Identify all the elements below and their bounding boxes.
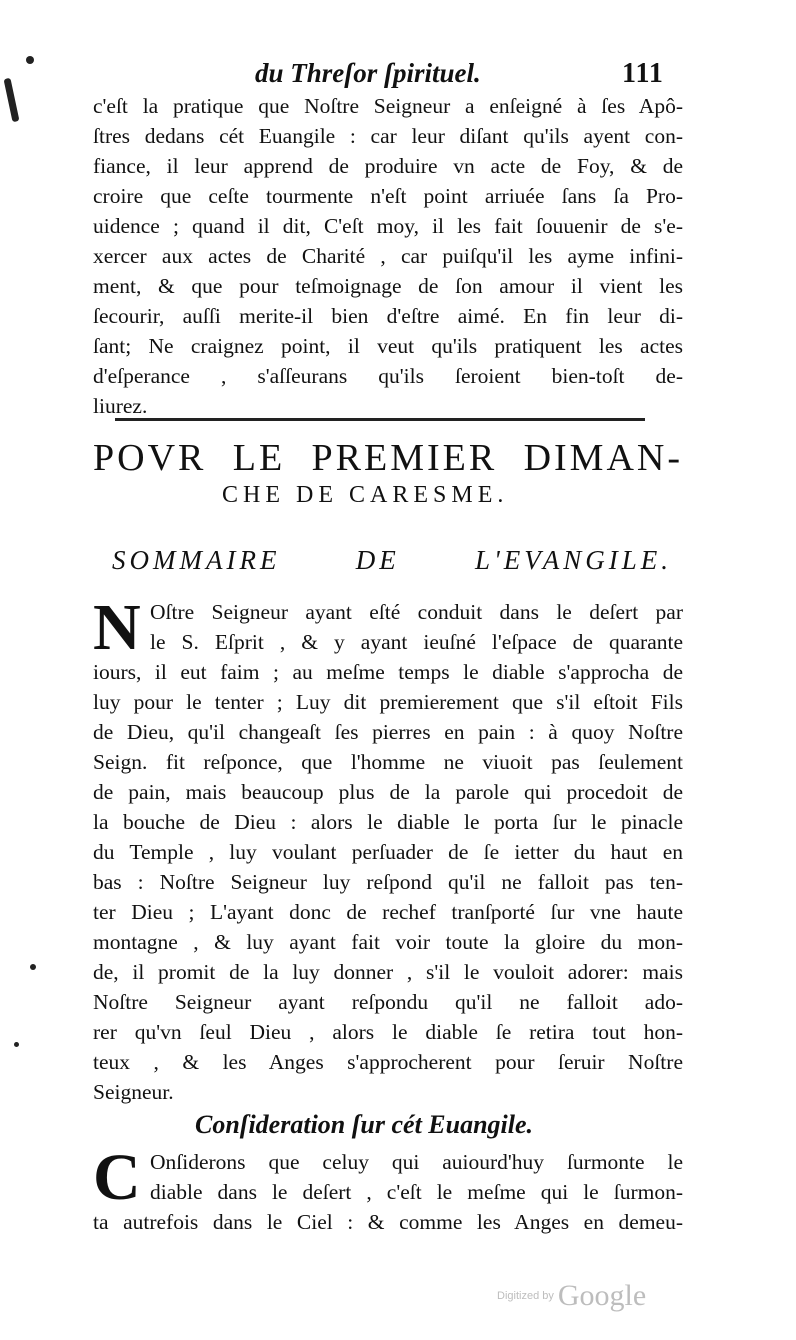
text-line: teux , & les Anges s'approcherent pour ſeruir Noſtre: [93, 1050, 683, 1074]
digitized-watermark: [497, 1279, 646, 1313]
text-line: croire que ceſte tourmente n'eſt point arriuée ſans ſa Pro-: [93, 184, 683, 208]
text-line: ment, & que pour teſmoignage de ſon amour il vient les: [93, 274, 683, 298]
ink-speck: [26, 56, 34, 64]
text-line: rer qu'vn ſeul Dieu , alors le diable ſe retira tout hon-: [93, 1020, 683, 1044]
section-heading: POVR LE PREMIER DIMAN-: [93, 437, 683, 479]
text-line: diable dans le deſert , c'eſt le meſme qui le ſurmon-: [150, 1180, 683, 1204]
text-line: ter Dieu ; L'ayant donc de rechef tranſporté ſur vne haute: [93, 900, 683, 924]
text-line: ſant; Ne craignez point, il veut qu'ils pratiquent les actes: [93, 334, 683, 358]
text-line: Seign. fit reſponce, que l'homme ne viuoit pas ſeulement: [93, 750, 683, 774]
text-line: du Temple , luy voulant perſuader de ſe ietter du haut en: [93, 840, 683, 864]
text-line: Seigneur.: [93, 1080, 174, 1104]
text-line: montagne , & luy ayant fait voir toute la gloire du mon-: [93, 930, 683, 954]
sommaire-title: SOMMAIRE DE L'EVANGILE.: [112, 545, 672, 575]
text-line: uidence ; quand il dit, C'eſt moy, il les fait ſouuenir de s'e-: [93, 214, 683, 238]
text-line: xercer aux actes de Charité , car puiſqu'il les ayme infini-: [93, 244, 683, 268]
text-line: Oſtre Seigneur ayant eſté conduit dans le deſert par: [150, 600, 683, 624]
text-line: de Dieu, qu'il changeaſt ſes pierres en pain : à quoy Noſtre: [93, 720, 683, 744]
text-line: ſtres dedans cét Euangile : car leur diſant qu'ils ayent con-: [93, 124, 683, 148]
text-line: de, il promit de la luy donner , s'il le vouloit adorer: mais: [93, 960, 683, 984]
section-heading-continued: CHE DE CARESME.: [222, 482, 509, 508]
text-line: ſecourir, auſſi merite-il bien d'eſtre aimé. En fin leur di-: [93, 304, 683, 328]
text-line: luy pour le tenter ; Luy dit premierement que s'il eſtoit Fils: [93, 690, 683, 714]
text-line: iours, il eut faim ; au meſme temps le diable s'approcha de: [93, 660, 683, 684]
ink-speck: [30, 964, 36, 970]
google-logo: Google: [557, 1279, 647, 1312]
text-line: liurez.: [93, 394, 148, 418]
text-line: la bouche de Dieu : alors le diable le porta ſur le pinacle: [93, 810, 683, 834]
consideration-title: Conſideration ſur cét Euangile.: [195, 1110, 534, 1139]
text-line: bas : Noſtre Seigneur luy reſpond qu'il ne falloit pas ten-: [93, 870, 683, 894]
section-rule: [115, 418, 645, 421]
text-line: d'eſperance , s'aſſeurans qu'ils ſeroient bien-toſt de-: [93, 364, 683, 388]
text-line: Onſiderons que celuy qui auiourd'huy ſurmonte le: [150, 1150, 683, 1174]
text-line: le S. Eſprit , & y ayant ieuſné l'eſpace de quarante: [150, 630, 683, 654]
running-head: du Threſor ſpirituel.: [255, 58, 481, 88]
text-line: Noſtre Seigneur ayant reſpondu qu'il ne falloit ado-: [93, 990, 683, 1014]
watermark-small-text: Digitized by: [497, 1290, 554, 1302]
text-line: ta autrefois dans le Ciel : & comme les Anges en demeu-: [93, 1210, 683, 1234]
margin-ink-stroke: [4, 78, 20, 122]
text-line: c'eſt la pratique que Noſtre Seigneur a enſeigné à ſes Apô-: [93, 94, 683, 118]
text-line: fiance, il leur apprend de produire vn acte de Foy, & de: [93, 154, 683, 178]
drop-cap: C: [93, 1141, 141, 1214]
ink-speck: [14, 1042, 19, 1047]
text-line: de pain, mais beaucoup plus de la parole qui procedoit de: [93, 780, 683, 804]
page-number: 111: [622, 58, 664, 89]
drop-cap: N: [93, 591, 141, 664]
